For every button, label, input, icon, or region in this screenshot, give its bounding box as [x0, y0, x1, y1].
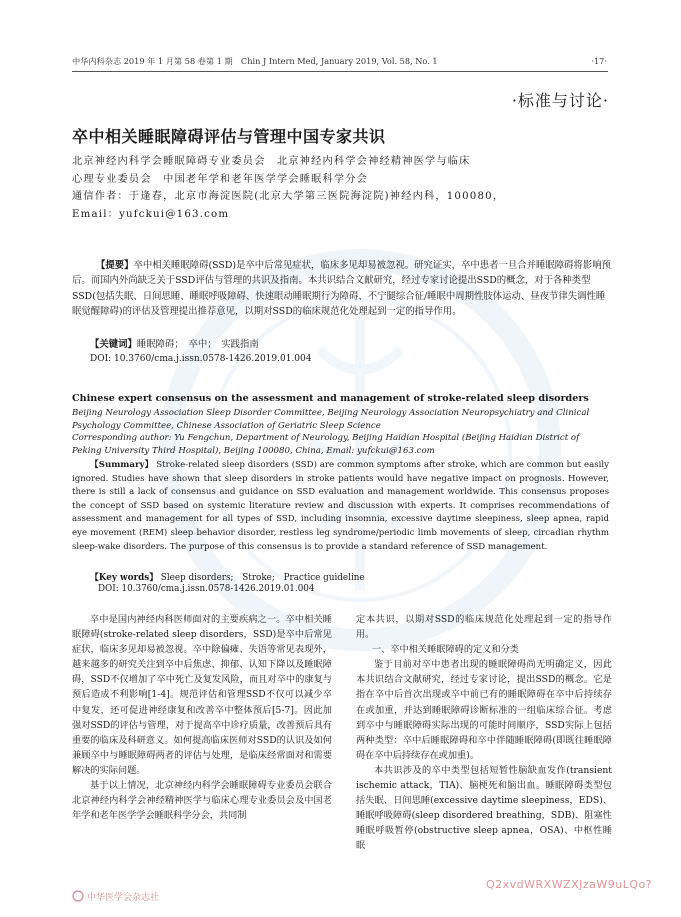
english-correspondence — [72, 432, 608, 457]
section-heading: 一、卒中相关睡眠障碍的定义和分类 — [372, 644, 519, 656]
abstract-cn-label: 【提要】 — [96, 260, 134, 271]
header-journal-info: 中华内科杂志 2019 年 1 月第 58 卷第 1 期 Chin J Intern Med, January 2019, Vol. 58, No. 1 — [72, 56, 438, 66]
body-paragraph: 鉴于目前对卒中患者出现的睡眠障碍尚无明确定义，因此本共识结合文献研究，经过专家讨论，提出SSD的概念。它是指在卒中后首次出现或卒中前已有的睡眠障碍在卒中后持续存在或加重，并达到睡眠障碍诊断标准的一组临床综合征。考虑到卒中与睡眠障碍实际出现的可能时间顺序，SSD实际上包括两种类型：卒中后睡眠障碍和卒中伴随睡眠障碍(即既往睡眠障碍在卒中后持续存在或加重)。 — [356, 659, 612, 761]
authors-cn — [72, 153, 612, 223]
doi-en: DOI: 10.3760/cma.j.issn.0578-1426.2019.01.004 — [98, 584, 315, 594]
body-column-left — [72, 612, 332, 823]
english-authors — [72, 407, 608, 457]
svg-text:中华医学会杂志社: 中华医学会杂志社 — [87, 893, 160, 902]
english-summary — [72, 459, 609, 554]
english-keywords-text: Sleep disorders; Stroke; Practice guideline — [158, 573, 365, 583]
body-paragraph: 基于以上情况，北京神经内科学会睡眠障碍专业委员会联合北京神经内科学会神经精神医学与临床心理专业委员会及中国老年学和老年医学学会睡眠科学分会，共同制 — [72, 780, 332, 822]
authors-line: 心理专业委员会 中国老年学和老年医学学会睡眠科学分会 — [72, 173, 369, 185]
body-paragraph: 定本共识，以期对SSD的临床规范化处理起到一定的指导作用。 — [356, 614, 612, 641]
authors-line: 北京神经内科学会睡眠障碍专业委员会 北京神经内科学会神经精神医学与临床 — [72, 156, 471, 167]
article-title: 卒中相关睡眠障碍评估与管理中国专家共识 — [72, 127, 386, 146]
doi-cn: DOI: 10.3760/cma.j.issn.0578-1426.2019.01.004 — [90, 354, 312, 364]
keywords-cn-text: 睡眠障碍； 卒中； 实践指南 — [136, 339, 259, 350]
english-title: Chinese expert consensus on the assessment and management of stroke-related sleep disorders — [72, 393, 589, 404]
body-paragraph: 本共识涉及的卒中类型包括短暂性脑缺血发作(transient ischemic attack，TIA)、脑梗死和脑出血。睡眠障碍类型包括失眠、日间思睡(excessive daytime sleepiness，EDS)、睡眠呼吸障碍(sleep disordered breathing，SDB)、阻塞性睡眠呼吸暂停(obstructive sleep apnea，OSA)、中枢性睡眠 — [356, 764, 612, 852]
header-divider — [72, 71, 608, 72]
abstract-cn — [72, 258, 612, 319]
column-tag: ·标准与讨论· — [511, 91, 609, 110]
keywords-cn-label: 【关键词】 — [90, 339, 137, 350]
correspondence-email: Email：yufckui@163.com — [72, 208, 230, 220]
publisher-logo — [72, 887, 177, 902]
summary-text: Stroke-related sleep disorders (SSD) are common symptoms after stroke, which are common but easily ignored. Studies have shown that sleep disorders in stroke patients would have negative impact on prognosis. However, there is still a lack of consensus and guidance on SSD evaluation and management worldwide. This consensus proposes the concept of SSD based on systemic literature review and discussion with experts. It comprises recommendations of assessment and management for all types of SSD, including insomnia, excessive daytime sleepiness, sleep apnea, rapid eye movement (REM) sleep behavior disorder, restless leg syndrome/periodic limb movements of sleep, circadian rhythm sleep-wake disorders. The purpose of this consensus is to provide a standard reference of SSD management. — [72, 460, 610, 552]
watermark-code: Q2xvdWRXWZXJzaW9uLQo? — [486, 878, 653, 891]
english-author-list: Beijing Neurology Association Sleep Disorder Committee, Beijing Neurology Association Neuropsychiatry and Clinical Psychology Committee, Chinese Association of Geriatric Sleep Science — [72, 408, 590, 431]
summary-label: 【Summary】 — [90, 460, 154, 470]
corresponding-label: Corresponding author: — [72, 433, 172, 444]
correspondence-line: 通信作者：于逢春，北京市海淀医院(北京大学第三医院海淀院)神经内科，100080， — [72, 191, 505, 202]
corresponding-text: Yu Fengchun, Department of Neurology, Beijing Haidian Hospital (Beijing Haidian District of Peking University Third Hospital), Beijing 100080, China, Email: yufckui@163.com — [72, 433, 580, 456]
body-paragraph: 卒中是国内神经内科医师面对的主要疾病之一。卒中相关睡眠障碍(stroke-related sleep disorders，SSD)是卒中后常见症状，临床多见却易被忽视。卒中除偏瘫、失语等常见表现外，越来越多的研究关注到卒中后焦虑、抑郁、认知下降以及睡眠障碍，SSD不仅增加了卒中死亡及复发风险，而且对卒中的康复与预后造成不利影响[1-4]。规范评估和管理SSD不仅可以减少卒中复发，还可促进神经康复和改善卒中整体预后[5-7]。因此加强对SSD的评估与管理，对于提高卒中诊疗质量，改善预后具有重要的临床及科研意义。如何提高临床医师对SSD的认识及如何兼顾卒中与睡眠障碍两者的评估与处理，是临床经常面对和需要解决的实际问题。 — [72, 614, 332, 776]
keywords-cn — [90, 336, 259, 350]
body-column-right — [356, 612, 612, 854]
header-page-number: ·17· — [591, 56, 607, 66]
english-keywords — [90, 570, 365, 583]
english-keywords-label: 【Key words】 — [90, 573, 158, 583]
publisher-logo-icon — [72, 890, 177, 902]
abstract-cn-text: 卒中相关睡眠障碍(SSD)是卒中后常见症状，临床多见却易被忽视。研究证实，卒中患者一旦合并睡眠障碍将影响预后。而国内外尚缺乏关于SSD评估与管理的共识及指南。本共识结合文献研究，经过专家讨论提出SSD的概念，对于各种类型SSD(包括失眠、日间思睡、睡眠呼吸障碍、快速眼动睡眠期行为障碍、不宁腿综合征/睡眠中周期性肢体运动、昼夜节律失调性睡眠觉醒障碍)的评估及管理提出推荐意见，以期对SSD的临床规范化处理起到一定的指导作用。 — [72, 260, 612, 317]
